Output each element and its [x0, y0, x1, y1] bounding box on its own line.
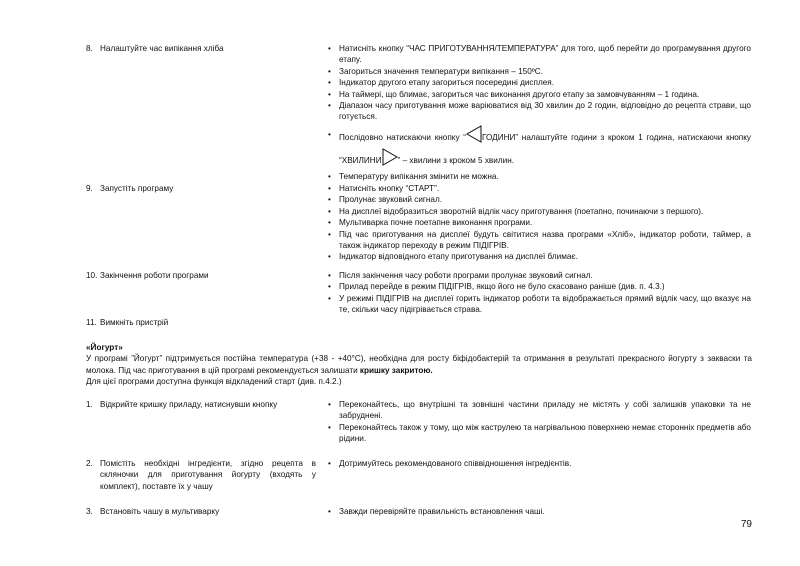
intro-bold-text: кришку закритою.	[359, 365, 433, 375]
page-number: 79	[740, 519, 752, 530]
step-8-bullets	[327, 43, 751, 182]
step-9	[86, 183, 316, 194]
step-10-bullets	[327, 270, 751, 316]
bullet-item: • Натисніть кнопку “СТАРТ”.	[327, 183, 751, 194]
triangle-right-icon	[382, 148, 398, 166]
delay-note: Для цієї програми доступна функція відкладений старт (див. п.4.2.)	[86, 377, 342, 387]
bullet-item: • Температуру випікання змінити не можна.	[327, 171, 751, 182]
bullet-item: • Загориться значення температури випікання – 150ºС.	[327, 66, 751, 77]
hours-text-c: ” – хвилини з кроком 5 хвилин.	[397, 155, 515, 165]
triangle-left-icon	[466, 125, 482, 143]
bullet-item: • Мультиварка почне поетапне виконання програми.	[327, 217, 751, 228]
step-10	[86, 270, 316, 281]
step-label: Налаштуйте час випікання хліба	[100, 44, 224, 53]
step-number: 9.	[86, 184, 93, 193]
yogurt-step-2	[86, 458, 316, 492]
step-label: Помістіть необхідні інгредієнти, згідно рецепта в скляночки для приготування йогурту (входять у комплект), поставте їх у чашу	[100, 459, 316, 491]
bullet-item: • Дотримуйтесь рекомендованого співвідношення інгредієнтів.	[327, 458, 751, 469]
yogurt-step-1-bullets	[327, 399, 751, 445]
step-9-bullets	[327, 183, 751, 263]
bullet-item: • Індикатор відповідного етапу приготування на дисплеї блимає.	[327, 251, 751, 262]
step-number: 1.	[86, 400, 93, 409]
step-number: 8.	[86, 44, 93, 53]
bullet-item: • Пролунає звуковий сигнал.	[327, 194, 751, 205]
step-number: 11.	[86, 318, 97, 327]
bullet-item: • Прилад перейде в режим ПІДІГРІВ, якщо його не було скасовано раніше (див. п. 4.3.)	[327, 281, 751, 292]
bullet-item: • Діапазон часу приготування може варіюватися від 30 хвилин до 2 годин, відповідно до рецепта страви, що готується.	[327, 100, 751, 123]
bullet-item: • У режимі ПІДІГРІВ на дисплеї горить індикатор роботи та відображається прямий відлік часу, що вказує на те, скільки часу підігрівається страва.	[327, 293, 751, 316]
yogurt-step-1	[86, 399, 316, 410]
bullet-item: • Індикатор другого етапу загориться посередині дисплея.	[327, 77, 751, 88]
step-label: Вимкніть пристрій	[100, 318, 169, 327]
step-label: Встановіть чашу в мультиварку	[100, 507, 220, 516]
hours-text-a: Послідовно натискаючи кнопку “	[339, 132, 466, 142]
section-title: «Йогурт»	[86, 343, 123, 352]
step-label: Закінчення роботи програми	[100, 271, 209, 280]
step-8	[86, 43, 316, 54]
bullet-item: • На дисплеї відобразиться зворотній відлік часу приготування (поетапно, починаючи з першого).	[327, 206, 751, 217]
step-label: Запустіть програму	[100, 184, 174, 193]
intro-text: У програмі ”Йогурт” підтримується постійна температура (+38 - +40°С), необхідна для росту біфідобактерій та отримання в результаті прекрасного йогурту з закваски та молока. Під час приготування в цій програмі рекомендується залишати	[86, 354, 752, 375]
step-number: 10.	[86, 271, 98, 280]
yogurt-step-3-bullets	[327, 506, 751, 517]
bullet-item-hours	[327, 125, 751, 171]
bullet-item: • Під час приготування на дисплеї будуть світитися назва програми «Хліб», індикатор роботи, таймер, а також індикатор переходу в режим ПІДІГРІВ.	[327, 229, 751, 252]
step-number: 2.	[86, 459, 93, 468]
yogurt-step-2-bullets	[327, 458, 751, 469]
bullet-item: • Переконайтесь також у тому, що між каструлею та нагрівальною поверхнею немає сторонніх предметів або рідини.	[327, 422, 751, 445]
step-number: 3.	[86, 507, 93, 516]
bullet-item: • Натисніть кнопку “ЧАС ПРИГОТУВАННЯ/ТЕМПЕРАТУРА” для того, щоб перейти до програмування другого етапу.	[327, 43, 751, 66]
hours-text-b: ГОДИНИ” налаштуйте години з кроком 1 година, натискаючи кнопку “ХВИЛИНИ	[339, 132, 751, 165]
bullet-item: • Переконайтесь, що внутрішні та зовнішні частини приладу не містять у собі залишків упаковки та не забруднені.	[327, 399, 751, 422]
step-11	[86, 317, 316, 328]
yogurt-step-3	[86, 506, 316, 517]
step-label: Відкрийте кришку приладу, натиснувши кнопку	[100, 400, 278, 409]
bullet-item: • Завжди перевіряйте правильність встановлення чаші.	[327, 506, 751, 517]
section-intro	[86, 353, 752, 376]
bullet-item: • Після закінчення часу роботи програми пролунає звуковий сигнал.	[327, 270, 751, 281]
yogurt-section	[86, 342, 752, 388]
bullet-item: • На таймері, що блимає, загориться час виконання другого етапу за замовчуванням – 1 година.	[327, 89, 751, 100]
